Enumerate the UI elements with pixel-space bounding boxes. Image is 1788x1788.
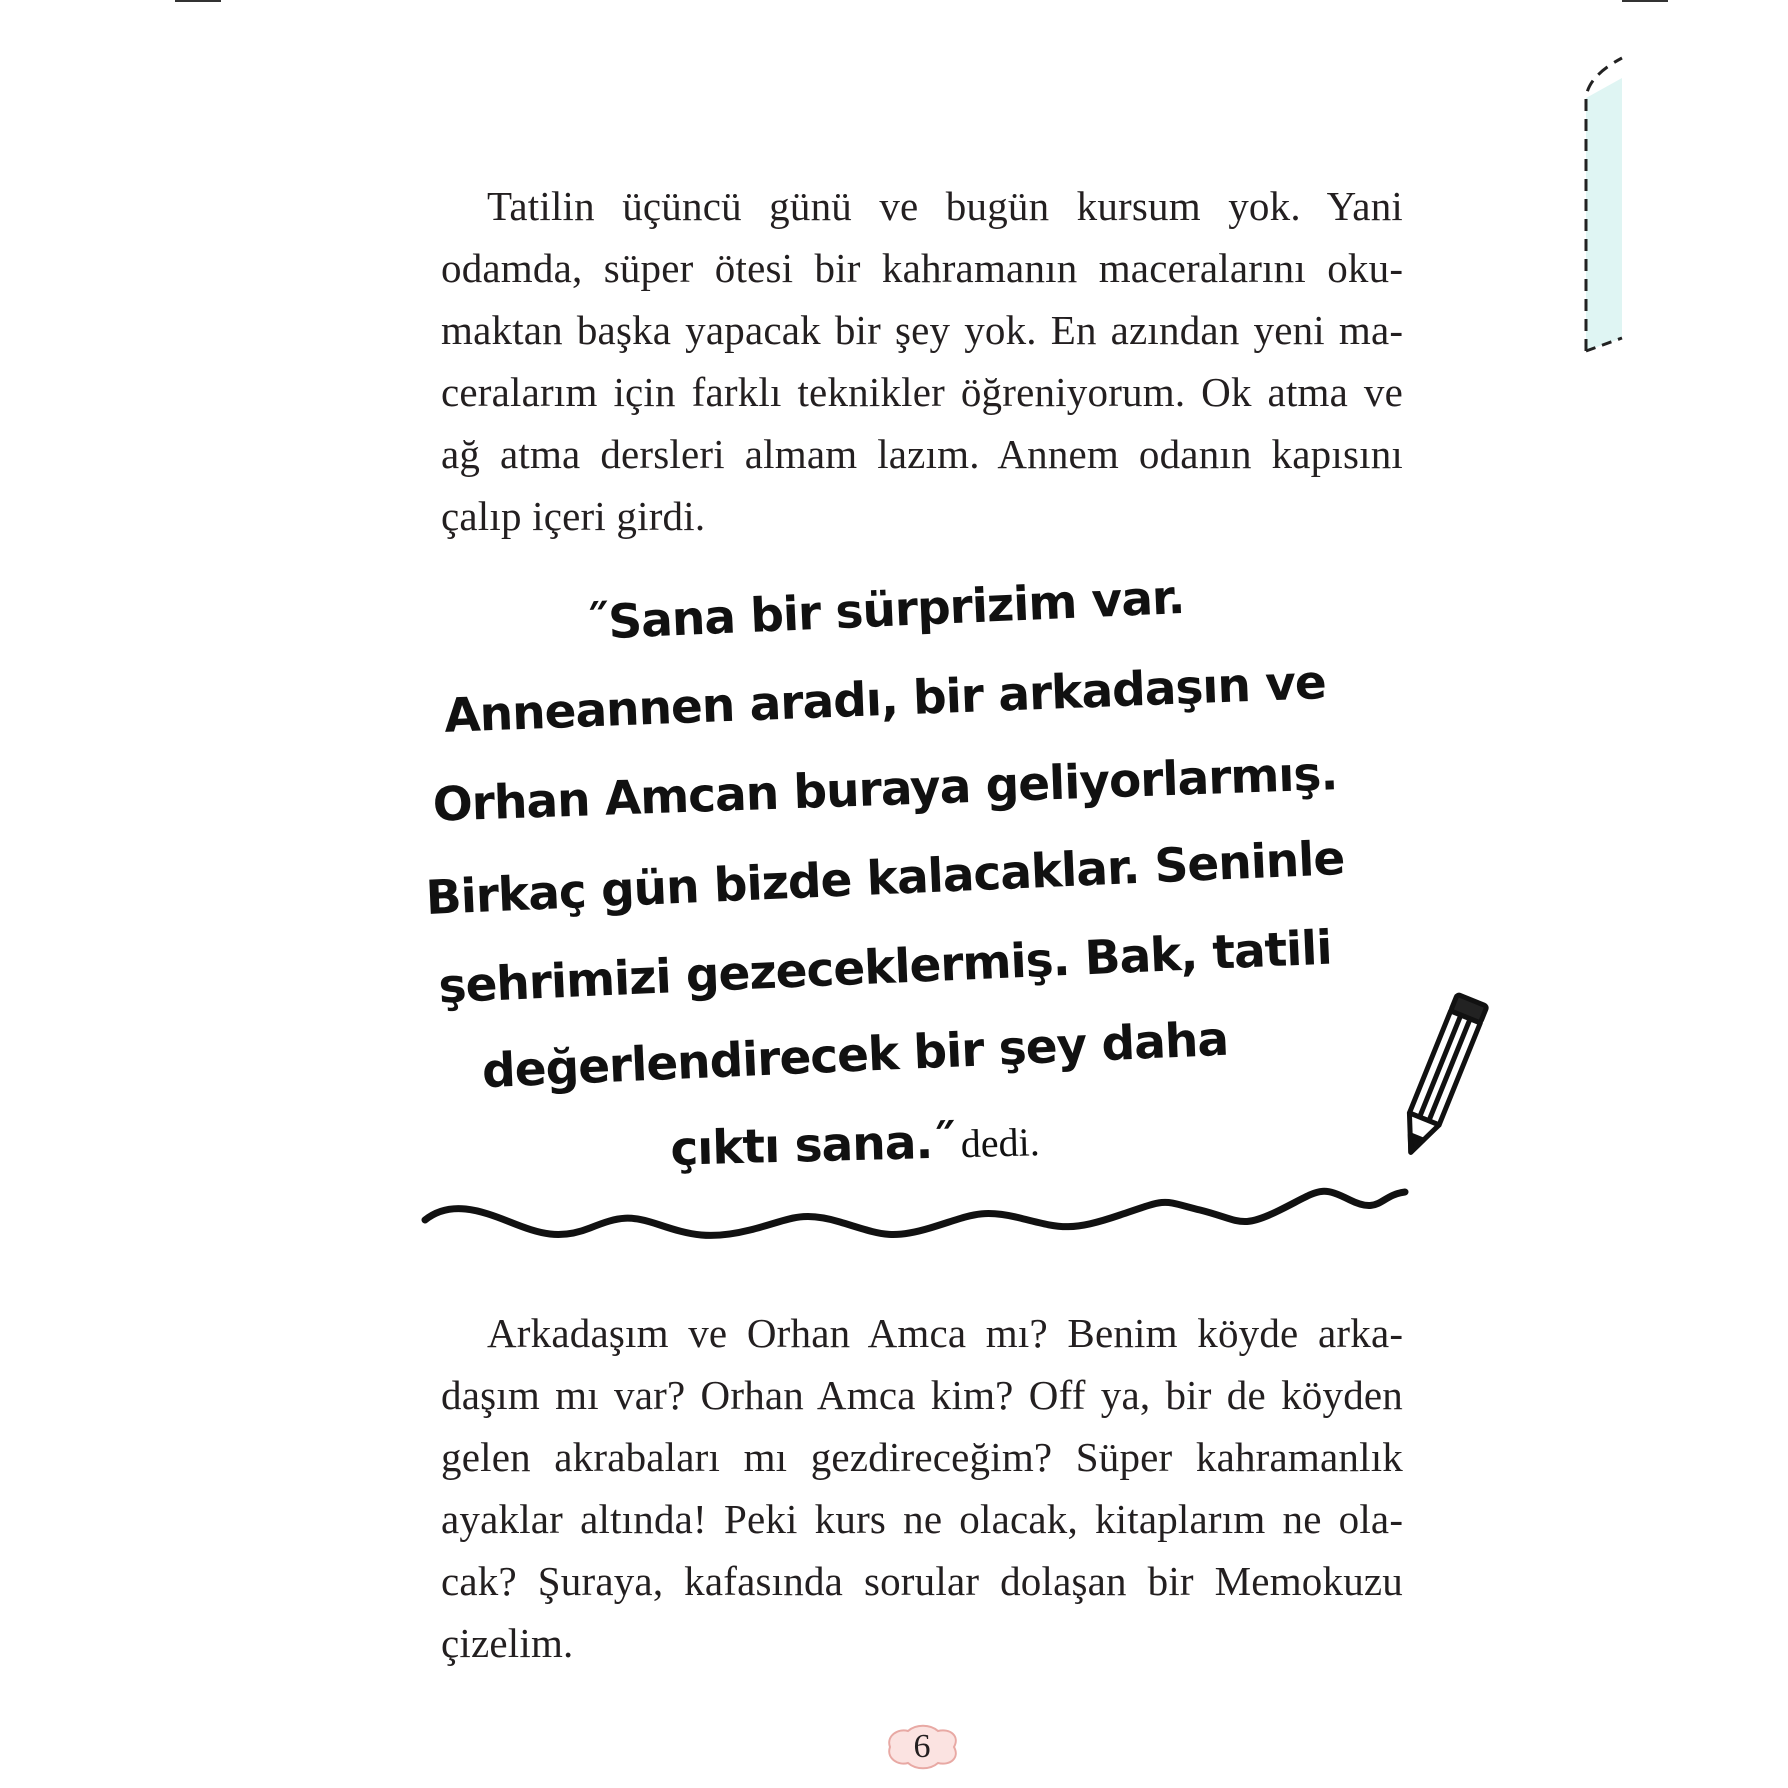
dashed-bookmark-tab [1566, 48, 1626, 358]
wavy-line [420, 1170, 1410, 1260]
page-number: 6 [913, 1728, 931, 1765]
page-number-badge [880, 1722, 964, 1772]
quote-line-4: Birkaç gün bizde kalacaklar. Seninle [424, 830, 1346, 927]
paragraph-1 [441, 175, 1403, 547]
quote-line-3: Orhan Amcan buraya geliyorlarmış. [431, 746, 1339, 833]
paragraph-2-text: Arkadaşım ve Orhan Amca mı? Benim köyde arkadaşım mı var? Orhan Amca kim? Off ya, bir de köyden gelen akrabaları mı gezdireceğim? Süper kahramanlık ayaklar altında! Peki kurs ne olacak, kitaplarım ne olacak? Şuraya, kafasında sorular dolaşan bir Memokuzu çizelim. [441, 1310, 1403, 1666]
crop-mark-left [175, 0, 221, 2]
quote-line-5: şehrimizi gezeceklermiş. Bak, tatili [437, 920, 1333, 1015]
quote-line-1: ˝Sana bir sürprizim var. [584, 569, 1186, 652]
quote-line-2: Anneannen aradı, bir arkadaşın ve [443, 655, 1327, 744]
said-tag: dedi. [960, 1119, 1041, 1167]
paragraph-1-text: Tatilin üçüncü günü ve bugün kursum yok. Yani odamda, süper ötesi bir kahramanın maceralarını okumaktan başka yapacak bir şey yok. En azından yeni maceralarım için farklı teknikler öğreniyorum. Ok atma ve ağ atma dersleri almam lazım. Annem odanın kapısını çalıp içeri girdi. [441, 183, 1403, 539]
pencil-icon [1380, 990, 1500, 1170]
quote-line-6: değerlendirecek bir şey daha [480, 1011, 1230, 1100]
quote-line-7: çıktı sana.˝ dedi. [669, 1114, 1041, 1177]
paragraph-2 [441, 1302, 1403, 1674]
crop-mark-right [1622, 0, 1668, 2]
